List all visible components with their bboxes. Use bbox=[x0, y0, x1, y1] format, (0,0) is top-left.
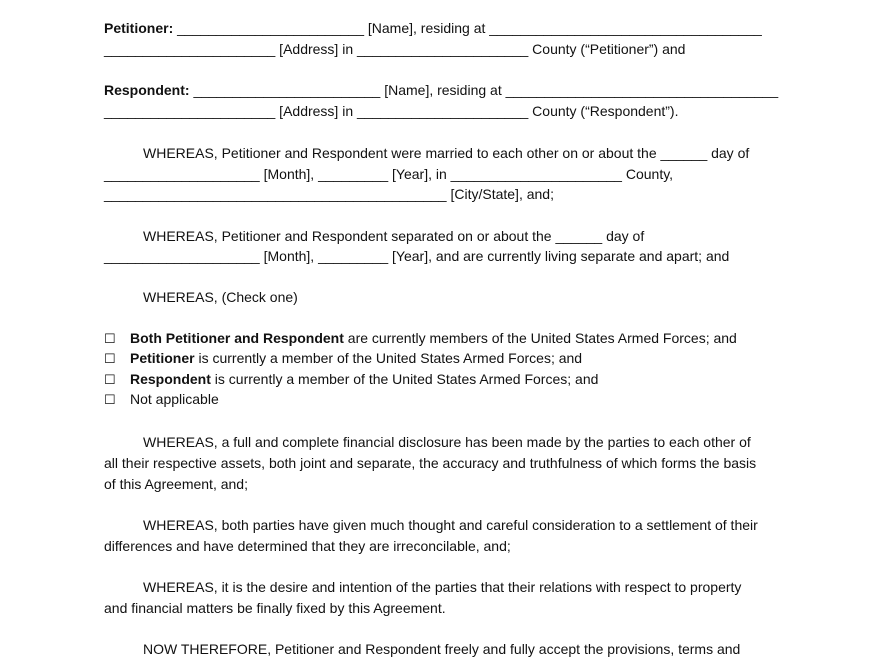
petitioner-line-1 bbox=[104, 20, 762, 37]
option-checkbox-not-applicable[interactable]: ☐ bbox=[104, 392, 116, 407]
disclosure-recital-line-1: WHEREAS, a full and complete financial disclosure has been made by the parties to each other of bbox=[143, 434, 751, 450]
petitioner-line-1-text: ________________________ [Name], residing at ___________________________________ bbox=[173, 20, 762, 36]
now-therefore-line-1: NOW THEREFORE, Petitioner and Respondent freely and fully accept the provisions, terms and bbox=[143, 641, 741, 657]
intention-recital-line-2: and financial matters be finally fixed by this Agreement. bbox=[104, 600, 446, 616]
option-bold-respondent: Respondent bbox=[130, 371, 211, 387]
option-checkbox-both[interactable]: ☐ bbox=[104, 331, 116, 346]
option-text-respondent: is currently a member of the United States Armed Forces; and bbox=[210, 371, 599, 387]
option-text-both: are currently members of the United States Armed Forces; and bbox=[343, 330, 737, 346]
consideration-recital-line-1: WHEREAS, both parties have given much thought and careful consideration to a settlement of their bbox=[143, 517, 758, 533]
disclosure-recital-line-3: of this Agreement, and; bbox=[104, 476, 248, 492]
consideration-recital-line-2: differences and have determined that they are irreconcilable, and; bbox=[104, 538, 511, 554]
respondent-label: Respondent: bbox=[104, 82, 190, 98]
option-label-petitioner bbox=[130, 350, 582, 367]
married-recital-line-1: WHEREAS, Petitioner and Respondent were married to each other on or about the ______ day of bbox=[143, 145, 750, 161]
option-label-both bbox=[130, 330, 737, 347]
petitioner-line-2: ______________________ [Address] in ______________________ County (“Petitioner”) and bbox=[104, 41, 686, 57]
option-bold-both: Both Petitioner and Respondent bbox=[130, 330, 344, 346]
disclosure-recital-line-2: all their respective assets, both joint and separate, the accuracy and truthfulness of which forms the basis bbox=[104, 455, 757, 471]
option-text-not-applicable: Not applicable bbox=[130, 391, 219, 407]
option-checkbox-respondent[interactable]: ☐ bbox=[104, 372, 116, 387]
respondent-line-2: ______________________ [Address] in ______________________ County (“Respondent”). bbox=[104, 103, 679, 119]
option-text-petitioner: is currently a member of the United States Armed Forces; and bbox=[194, 350, 583, 366]
separated-recital-line-1: WHEREAS, Petitioner and Respondent separated on or about the ______ day of bbox=[143, 228, 645, 244]
married-recital-line-3: ____________________________________________ [City/State], and; bbox=[104, 186, 554, 202]
respondent-line-1-text: ________________________ [Name], residing at ___________________________________ bbox=[189, 82, 779, 98]
option-checkbox-petitioner[interactable]: ☐ bbox=[104, 351, 116, 366]
option-bold-petitioner: Petitioner bbox=[130, 350, 195, 366]
petitioner-label: Petitioner: bbox=[104, 20, 174, 36]
check-one-heading: WHEREAS, (Check one) bbox=[143, 289, 298, 305]
respondent-line-1 bbox=[104, 82, 778, 99]
separated-recital-line-2: ____________________ [Month], _________ [Year], and are currently living separate and apart; and bbox=[104, 248, 730, 264]
option-label-respondent bbox=[130, 371, 598, 388]
intention-recital-line-1: WHEREAS, it is the desire and intention of the parties that their relations with respect to property bbox=[143, 579, 742, 595]
option-label-not-applicable bbox=[130, 391, 219, 408]
married-recital-line-2: ____________________ [Month], _________ [Year], in ______________________ County, bbox=[104, 166, 674, 182]
